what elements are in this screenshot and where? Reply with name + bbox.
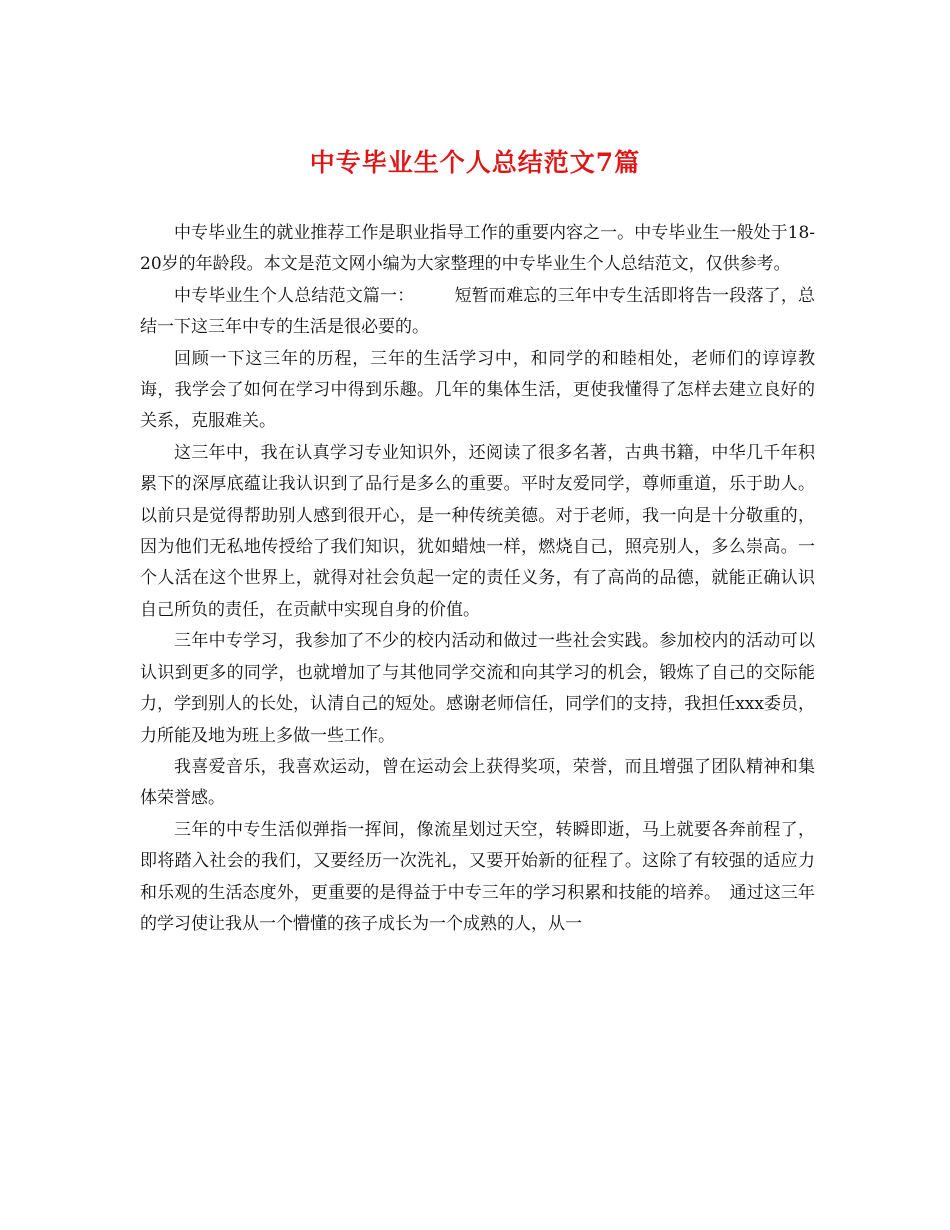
paragraph-conclusion xyxy=(140,815,815,941)
paragraph-intro: 中专毕业生的就业推荐工作是职业指导工作的重要内容之一。中专毕业生一般处于18-20岁的年龄段。本文是范文网小编为大家整理的中专毕业生个人总结范文，仅供参考。 xyxy=(140,223,815,275)
section-opening: 短暂而难忘的三年中专生活即将告一段落了，总结一下这三年中专的生活是很必要的。 xyxy=(140,285,816,338)
paragraph-hobbies: 我喜爱音乐，我喜欢运动，曾在运动会上获得奖项，荣誉，而且增强了团队精神和集体荣誉感。 xyxy=(140,756,815,809)
paragraph-study: 这三年中，我在认真学习专业知识外，还阅读了很多名著，古典书籍，中华几千年积累下的深厚底蕴让我认识到了品行是多么的重要。平时友爱同学，尊师重道，乐于助人。以前只是觉得帮助别人感到很开心，是一种传统美德。对于老师，我一向是十分敬重的，因为他们无私地传授给了我们知识，犹如蜡烛一样，燃烧自己，照亮别人，多么崇高。一个人活在这个世界上，就得对社会负起一定的责任义务，有了高尚的品德，就能正确认识自己所负的责任，在贡献中实现自身的价值。 xyxy=(140,442,815,620)
paragraph-part-one xyxy=(140,281,815,344)
document-body xyxy=(140,218,815,940)
growth-text: 通过这三年的学习使让我从一个懵懂的孩子成长为一个成熟的人，从一 xyxy=(140,882,816,934)
document-title: 中专毕业生个人总结范文7篇 xyxy=(309,148,641,177)
paragraph-review: 回顾一下这三年的历程，三年的生活学习中，和同学的和睦相处，老师们的谆谆教诲，我学会了如何在学习中得到乐趣。几年的集体生活，更使我懂得了怎样去建立良好的关系，克服难关。 xyxy=(140,348,815,432)
conclusion-text: 三年的中专生活似弹指一挥间，像流星划过天空，转瞬即逝，马上就要各奔前程了，即将踏入社会的我们，又要经历一次洗礼，又要开始新的征程了。这除了有较强的适应力和乐观的生活态度外，更重要的是得益于中专三年的学习积累和技能的培养。 xyxy=(140,819,815,903)
paragraph-activities: 三年中专学习，我参加了不少的校内活动和做过一些社会实践。参加校内的活动可以认识到更多的同学，也就增加了与其他同学交流和向其学习的机会，锻炼了自己的交际能力，学到别人的长处，认清自己的短处。感谢老师信任，同学们的支持，我担任xxx委员，力所能及地为班上多做一些工作。 xyxy=(140,631,815,746)
section-heading: 中专毕业生个人总结范文篇一： xyxy=(174,285,415,306)
